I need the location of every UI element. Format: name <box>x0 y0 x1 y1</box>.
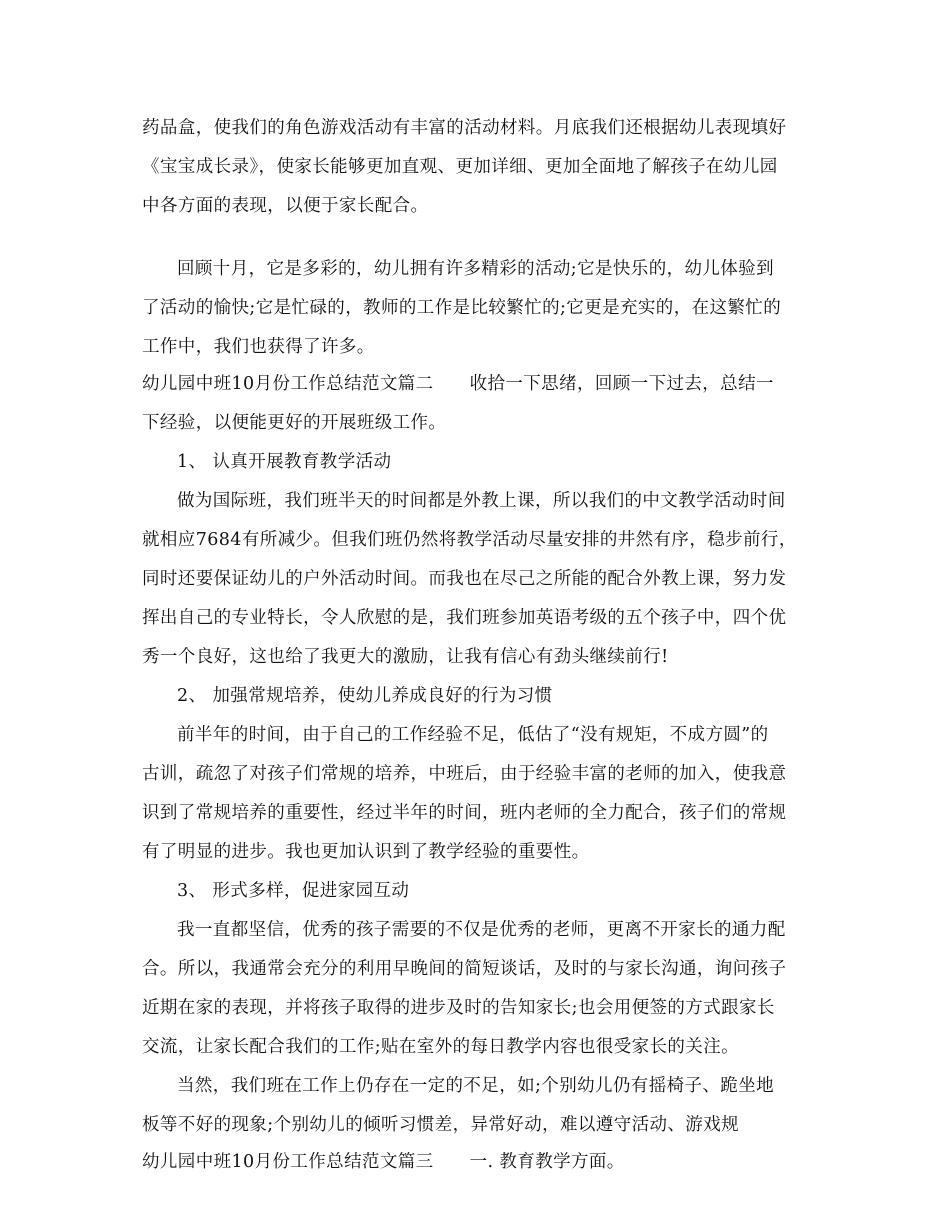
section-title: 幼儿园中班10月份工作总结范文篇三 <box>142 1152 434 1172</box>
text-line: 就相应7684有所减少。但我们班仍然将教学活动尽量安排的井然有序，稳步前行， <box>142 530 797 550</box>
text-line: 《宝宝成长录》，使家长能够更加直观、更加详细、更加全面地了解孩子在幼儿园 <box>142 157 778 177</box>
text-line: 中各方面的表现，以便于家长配合。 <box>142 196 429 216</box>
subheading: 2、 加强常规培养，使幼儿养成良好的行为习惯 <box>177 686 553 706</box>
text-line: 了活动的愉快;它是忙碌的，教师的工作是比较繁忙的;它更是充实的，在这繁忙的 <box>142 298 782 318</box>
text-line: 同时还要保证幼儿的户外活动时间。而我也在尽己之所能的配合外教上课，努力发 <box>142 569 787 589</box>
text-line: 工作中，我们也获得了许多。 <box>142 337 375 357</box>
text-line: 我一直都坚信，优秀的孩子需要的不仅是优秀的老师，更离不开家长的通力配 <box>177 920 786 940</box>
text-line: 当然，我们班在工作上仍存在一定的不足，如;个别幼儿仍有摇椅子、跪坐地 <box>177 1076 774 1096</box>
section-heading-line <box>142 1150 625 1174</box>
text-line: 识到了常规培养的重要性，经过半年的时间，班内老师的全力配合，孩子们的常规 <box>142 803 787 823</box>
text-line: 有了明显的进步。我也更加认识到了教学经验的重要性。 <box>142 842 590 862</box>
text-line: 前半年的时间，由于自己的工作经验不足，低估了“没有规矩，不成方圆”的 <box>177 725 769 745</box>
text-line: 古训，疏忽了对孩子们常规的培养，中班后，由于经验丰富的老师的加入，使我意 <box>142 764 787 784</box>
text-line: 近期在家的表现，并将孩子取得的进步及时的告知家长;也会用便签的方式跟家长 <box>142 998 775 1018</box>
text-line: 板等不好的现象;个别幼儿的倾听习惯差，异常好动，难以遵守活动、游戏规 <box>142 1115 739 1135</box>
section-title: 幼儿园中班10月份工作总结范文篇二 <box>142 374 434 394</box>
text-line: 下经验，以便能更好的开展班级工作。 <box>142 413 447 433</box>
subheading: 3、 形式多样，促进家园互动 <box>177 881 410 901</box>
text-line: 合。所以，我通常会充分的利用早晚间的简短谈话，及时的与家长沟通，询问孩子 <box>142 959 787 979</box>
text-line: 秀一个良好，这也给了我更大的激励，让我有信心有劲头继续前行! <box>142 647 669 667</box>
text-line: 交流，让家长配合我们的工作;贴在室外的每日教学内容也很受家长的关注。 <box>142 1037 739 1057</box>
text-line: 收拾一下思绪，回顾一下过去，总结一 <box>469 374 774 394</box>
text-line: 挥出自己的专业特长，令人欣慰的是，我们班参加英语考级的五个孩子中，四个优 <box>142 608 787 628</box>
text-line: 一. 教育教学方面。 <box>469 1152 625 1172</box>
text-line: 做为国际班，我们班半天的时间都是外教上课，所以我们的中文教学活动时间 <box>177 491 786 511</box>
section-heading-line <box>142 372 774 396</box>
text-line: 回顾十月，它是多彩的，幼儿拥有许多精彩的活动;它是快乐的，幼儿体验到 <box>177 259 774 279</box>
subheading: 1、 认真开展教育教学活动 <box>177 452 392 472</box>
text-line: 药品盒，使我们的角色游戏活动有丰富的活动材料。月底我们还根据幼儿表现填好 <box>142 118 787 138</box>
